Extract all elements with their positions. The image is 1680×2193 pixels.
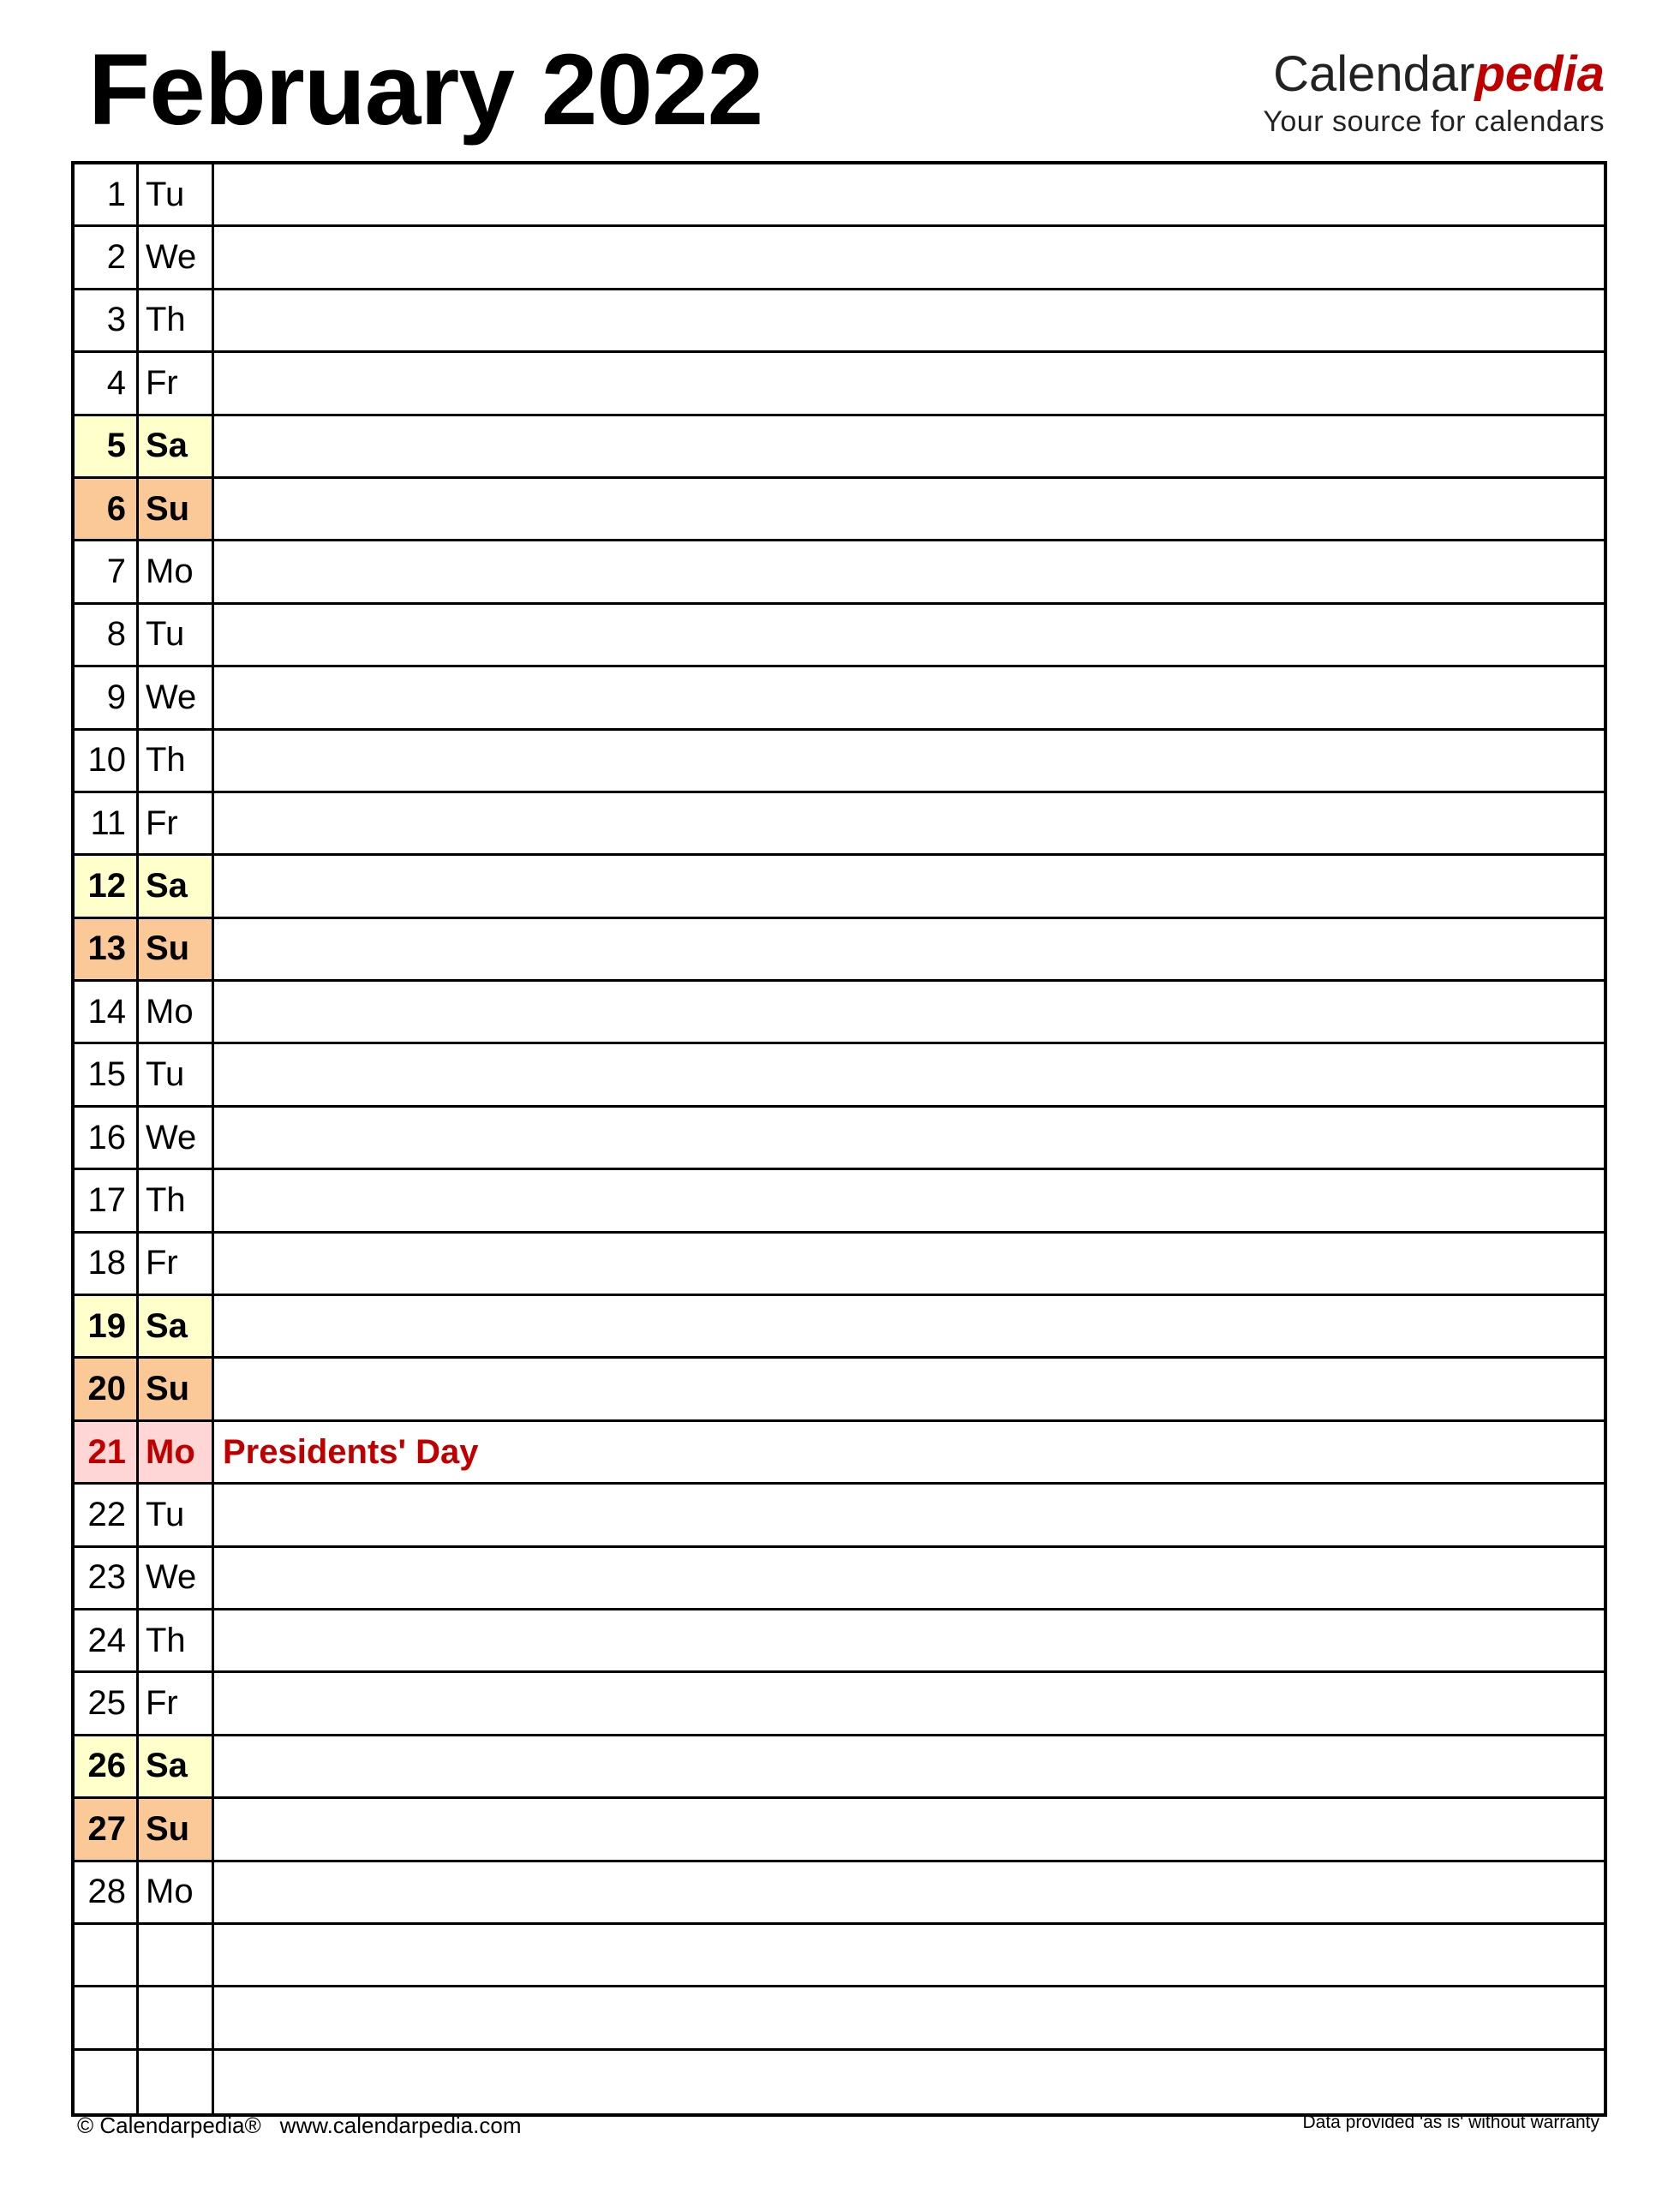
day-note [214,2051,1604,2113]
day-number: 27 [75,1799,139,1859]
day-row [75,164,1604,227]
day-number: 11 [75,793,139,853]
day-of-week: Th [139,1170,214,1230]
day-note [214,1987,1604,2047]
day-row [75,1987,1604,2050]
footer-copyright: © Calendarpedia® [77,2112,261,2138]
day-note [214,1044,1604,1104]
day-row [75,1862,1604,1925]
brand-logo [1263,46,1605,139]
footer-website: www.calendarpedia.com [279,2112,522,2138]
day-note [214,290,1604,350]
day-number: 6 [75,479,139,539]
day-row [75,1925,1604,1987]
day-note [214,1108,1604,1168]
day-note: Presidents' Day [223,1432,479,1471]
brand-name [1263,46,1605,103]
day-number: 22 [75,1485,139,1545]
day-note [214,1359,1604,1419]
day-number: 21 [75,1422,139,1482]
day-number: 24 [75,1610,139,1670]
day-of-week: Th [139,290,214,350]
day-row [75,856,1604,918]
day-of-week: Fr [139,1673,214,1733]
day-of-week: Sa [139,1736,214,1796]
day-row [75,479,1604,541]
day-note [214,416,1604,476]
brand-name-part2: pedia [1474,46,1605,102]
day-of-week: Mo [139,1422,214,1482]
day-note [214,605,1604,665]
footer-left [77,2112,521,2139]
day-of-week: Mo [139,982,214,1042]
day-number: 18 [75,1234,139,1294]
day-of-week: Su [139,479,214,539]
day-note [214,227,1604,287]
day-number: 9 [75,667,139,727]
day-row [75,1422,1604,1485]
day-of-week: Mo [139,541,214,601]
day-of-week: Mo [139,1862,214,1922]
brand-tagline: Your source for calendars [1263,105,1605,138]
day-row [75,1108,1604,1170]
day-number: 16 [75,1108,139,1168]
day-row [75,1296,1604,1359]
day-number: 2 [75,227,139,287]
day-row [75,1359,1604,1421]
day-number: 3 [75,290,139,350]
day-number: 5 [75,416,139,476]
day-of-week: Sa [139,416,214,476]
day-note [214,1736,1604,1796]
day-of-week [139,1987,214,2047]
day-number: 1 [75,164,139,224]
brand-name-part1: Calendar [1273,46,1475,102]
day-of-week: Tu [139,1044,214,1104]
day-note [214,541,1604,601]
day-row [75,353,1604,415]
day-number: 7 [75,541,139,601]
day-row [75,1548,1604,1610]
day-note [214,1610,1604,1670]
day-note [214,1673,1604,1733]
footer-disclaimer: Data provided 'as is' without warranty [1302,2112,1599,2132]
day-of-week: Sa [139,856,214,916]
page-title: February 2022 [88,33,763,146]
day-of-week: Th [139,731,214,791]
day-of-week: We [139,1108,214,1168]
day-of-week [139,1925,214,1985]
day-note [214,1234,1604,1294]
day-row [75,1170,1604,1233]
day-row [75,731,1604,793]
day-row [75,1673,1604,1736]
day-note [214,856,1604,916]
day-number: 12 [75,856,139,916]
day-of-week: We [139,227,214,287]
day-note [214,1548,1604,1608]
day-of-week: Tu [139,1485,214,1545]
day-row [75,1234,1604,1296]
day-of-week: Fr [139,793,214,853]
day-of-week: Tu [139,605,214,665]
day-number: 25 [75,1673,139,1733]
day-row [75,605,1604,667]
day-number: 15 [75,1044,139,1104]
day-row [75,982,1604,1044]
day-row [75,1799,1604,1861]
day-row [75,1610,1604,1673]
day-number: 20 [75,1359,139,1419]
day-number [75,1987,139,2047]
day-note [214,667,1604,727]
day-row [75,541,1604,604]
day-number: 8 [75,605,139,665]
day-note [214,479,1604,539]
day-note [214,731,1604,791]
day-row [75,1485,1604,1547]
day-note [214,1170,1604,1230]
day-row [75,1736,1604,1799]
day-number: 17 [75,1170,139,1230]
day-of-week: Th [139,1610,214,1670]
day-note [214,1485,1604,1545]
day-row [75,667,1604,730]
day-note [214,793,1604,853]
day-of-week: Fr [139,353,214,413]
day-row [75,919,1604,982]
day-row [75,2051,1604,2113]
day-note [214,164,1604,224]
day-note [214,919,1604,979]
day-number: 10 [75,731,139,791]
day-number [75,1925,139,1985]
day-note [214,982,1604,1042]
day-of-week: Su [139,1359,214,1419]
day-number: 13 [75,919,139,979]
day-row [75,793,1604,856]
day-number: 26 [75,1736,139,1796]
day-of-week: Su [139,1799,214,1859]
day-of-week: Sa [139,1296,214,1356]
day-row [75,1044,1604,1107]
day-of-week: We [139,667,214,727]
day-of-week: Tu [139,164,214,224]
day-of-week: Su [139,919,214,979]
day-number: 4 [75,353,139,413]
day-of-week: Fr [139,1234,214,1294]
day-of-week [139,2051,214,2113]
day-row [75,416,1604,479]
calendar-grid [71,161,1607,2117]
day-number: 23 [75,1548,139,1608]
day-number: 28 [75,1862,139,1922]
day-note [214,1925,1604,1985]
day-number: 19 [75,1296,139,1356]
day-note [214,353,1604,413]
day-note [214,1862,1604,1922]
day-note [214,1799,1604,1859]
day-row [75,227,1604,290]
day-note [214,1296,1604,1356]
day-number: 14 [75,982,139,1042]
day-of-week: We [139,1548,214,1608]
day-row [75,290,1604,353]
day-number [75,2051,139,2113]
